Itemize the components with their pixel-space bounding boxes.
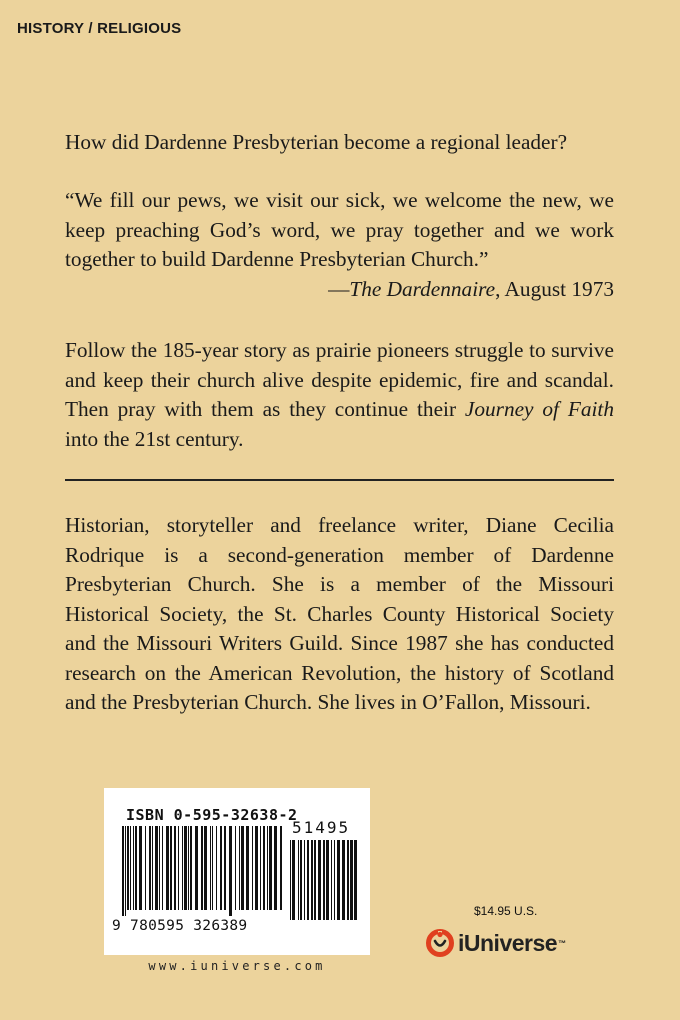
barcode-bar xyxy=(122,826,124,916)
synopsis-text-2: into the 21st century. xyxy=(65,426,244,451)
isbn-label: ISBN 0-595-32638-2 xyxy=(126,806,298,824)
barcode-bar xyxy=(182,826,183,910)
barcode-bar xyxy=(204,826,207,910)
barcode-bar xyxy=(174,826,176,910)
barcode-bar xyxy=(149,826,151,910)
newsletter-quote: “We fill our pews, we visit our sick, we welcome the new, we keep preaching God’s word, we pray together and we work together to build Dardenne Presbyterian Church.” xyxy=(65,188,614,271)
barcode-bar xyxy=(135,826,137,910)
attribution-source: The Dardennaire xyxy=(349,277,496,301)
barcode-bar xyxy=(252,826,253,910)
barcode-bar xyxy=(311,840,313,920)
barcode-bar xyxy=(195,826,198,910)
barcode-bar xyxy=(152,826,153,910)
section-divider xyxy=(65,479,614,481)
synopsis xyxy=(65,336,614,454)
barcode-bar xyxy=(304,840,305,920)
barcode-bar xyxy=(125,826,126,916)
barcode-bar xyxy=(212,826,213,910)
barcode-bar xyxy=(155,826,158,910)
barcode-bar xyxy=(127,826,129,910)
book-title: Journey of Faith xyxy=(464,397,614,421)
barcode-bar xyxy=(246,826,249,910)
iuniverse-logo-icon xyxy=(425,928,455,958)
barcode-bar xyxy=(290,840,291,920)
publisher-name: iUniverse xyxy=(458,929,558,956)
price: $14.95 U.S. xyxy=(474,904,538,918)
barcode-bar xyxy=(130,826,131,910)
barcode-bar xyxy=(224,826,226,910)
barcode-bar xyxy=(235,826,236,910)
barcode-bar xyxy=(184,826,187,910)
barcode-bar xyxy=(239,826,240,910)
barcode-bar xyxy=(354,840,357,920)
barcode-bar xyxy=(267,826,268,910)
barcode-bar xyxy=(170,826,172,910)
barcode-bar xyxy=(216,826,217,910)
tagline-question: How did Dardenne Presbyterian become a regional leader? xyxy=(65,130,568,154)
barcode-bar xyxy=(133,826,134,910)
barcode-bar xyxy=(263,826,265,910)
barcode-bar xyxy=(188,826,189,910)
isbn-barcode xyxy=(104,788,370,955)
barcode-bar xyxy=(350,840,353,920)
barcode-bar xyxy=(342,840,345,920)
barcode-bar xyxy=(220,826,222,910)
barcode-bar xyxy=(337,840,340,920)
barcode-bar xyxy=(145,826,146,910)
barcode-bar xyxy=(159,826,160,910)
barcode-bar xyxy=(274,826,277,910)
barcode-bar xyxy=(318,840,321,920)
barcode-bar xyxy=(190,826,192,910)
barcode-bar xyxy=(300,840,302,920)
category-label: HISTORY / RELIGIOUS xyxy=(17,20,182,37)
barcode-bar xyxy=(229,826,232,916)
barcode-bar xyxy=(241,826,244,910)
quote-attribution xyxy=(65,275,614,305)
ean-digits: 9 780595 326389 xyxy=(112,918,248,934)
barcode-bar xyxy=(307,840,309,920)
barcode-bar xyxy=(178,826,179,910)
barcode-bar xyxy=(139,826,142,910)
publisher-website: www.iuniverse.com xyxy=(148,959,326,973)
price-addon-digits: 51495 xyxy=(292,818,351,837)
barcode-bar xyxy=(347,840,349,920)
attribution-dash: — xyxy=(328,277,350,301)
barcode-bar xyxy=(166,826,169,910)
barcode-bar xyxy=(210,826,211,910)
barcode-bar xyxy=(298,840,299,920)
barcode-bar xyxy=(323,840,325,920)
barcode-bar xyxy=(162,826,163,910)
synopsis-text-1: Follow the 185-year story as prairie pioneers struggle to survive and keep their church alive despite epidemic, fire and scandal. Then pray with them as they continue their xyxy=(65,338,614,421)
barcode-bar xyxy=(331,840,332,920)
barcode-bar xyxy=(334,840,335,920)
author-bio: Historian, storyteller and freelance writer, Diane Cecilia Rodrique is a second-generation member of Dardenne Presbyterian Church. She is a member of the Missouri Historical Society, the St. Charles County Historical Society and the Missouri Writers Guild. Since 1987 she has conducted research on the American Revolution, the history of Scotland and the Presbyterian Church. She lives in O’Fallon, Missouri. xyxy=(65,513,614,714)
trademark-symbol: ™ xyxy=(558,938,566,948)
barcode-bar xyxy=(314,840,316,920)
barcode-bar xyxy=(292,840,295,920)
barcode-bar xyxy=(201,826,203,910)
barcode-bar xyxy=(269,826,272,910)
barcode-bar xyxy=(326,840,329,920)
barcode-bar xyxy=(255,826,258,910)
barcode-bar xyxy=(280,826,282,910)
publisher-logo xyxy=(425,925,566,961)
attribution-date: , August 1973 xyxy=(495,277,614,301)
barcode-bar xyxy=(260,826,261,910)
